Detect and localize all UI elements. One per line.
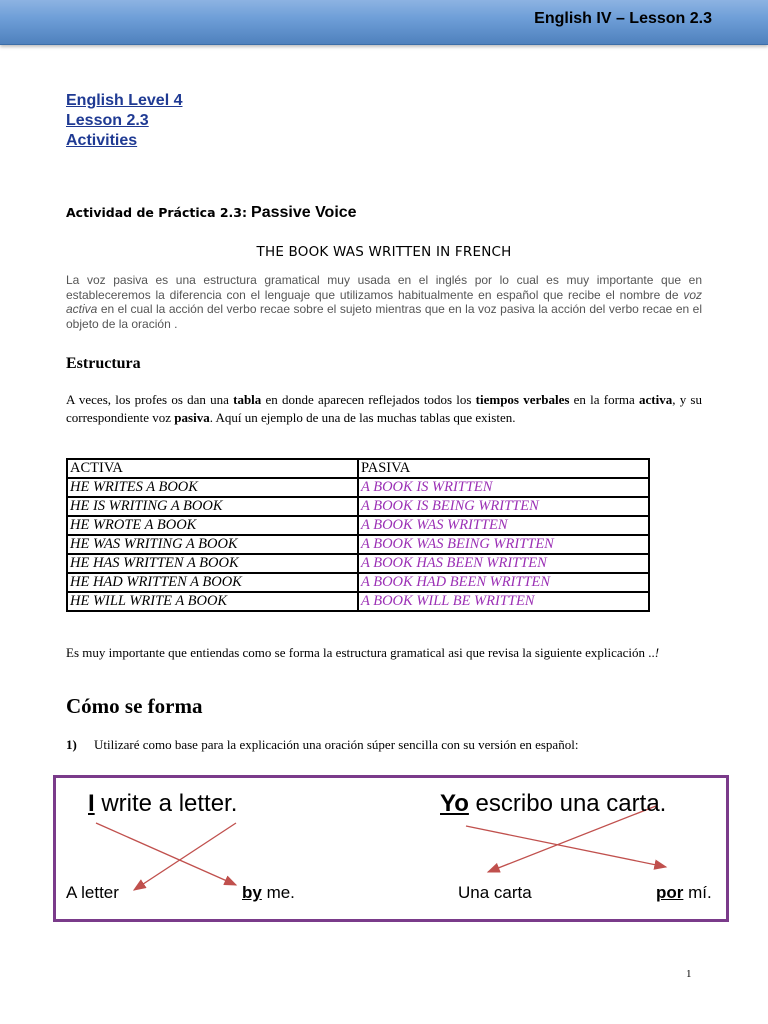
spanish-por: por xyxy=(656,883,684,902)
active-cell: HE HAD WRITTEN A BOOK xyxy=(67,573,358,592)
passive-cell: A BOOK HAS BEEN WRITTEN xyxy=(358,554,649,573)
activity-topic: Passive Voice xyxy=(251,204,357,221)
activity-label: Actividad de Práctica 2.3: xyxy=(66,205,248,220)
activities-link[interactable]: Activities xyxy=(66,132,138,149)
table-header-row xyxy=(67,459,649,478)
intro-paragraph xyxy=(66,273,702,331)
important-paragraph xyxy=(66,645,702,662)
section-heading-como: Cómo se forma xyxy=(66,694,203,718)
estructura-text-2: en donde aparecen reflejados todos los xyxy=(261,392,476,407)
table-row xyxy=(67,497,649,516)
english-subject: I xyxy=(88,790,95,817)
active-cell: HE WRITES A BOOK xyxy=(67,478,358,497)
step-number: 1) xyxy=(66,737,77,752)
arrow-sujeto-a-agente xyxy=(466,826,666,867)
english-predicate: write a letter. xyxy=(94,790,238,817)
passive-cell: A BOOK IS BEING WRITTEN xyxy=(358,497,649,516)
step-text: Utilizaré como base para la explicación una oración súper sencilla con su versión en español: xyxy=(94,737,579,752)
active-cell: HE WAS WRITING A BOOK xyxy=(67,535,358,554)
subtitle: THE BOOK WAS WRITTEN IN FRENCH xyxy=(256,244,512,260)
estructura-paragraph xyxy=(66,391,702,427)
activity-heading xyxy=(66,204,357,222)
spanish-object: Una carta xyxy=(458,883,532,902)
english-object: A letter xyxy=(66,883,119,902)
arrow-object-to-subject xyxy=(134,823,236,890)
estructura-text-3: en la forma xyxy=(569,392,640,407)
example-diagram xyxy=(53,775,729,922)
header-title: English IV – Lesson 2.3 xyxy=(534,10,712,27)
header-activa: ACTIVA xyxy=(67,459,358,478)
voice-table xyxy=(66,458,650,612)
spanish-agent xyxy=(656,883,712,903)
active-cell: HE WILL WRITE A BOOK xyxy=(67,592,358,611)
english-me: me. xyxy=(261,883,295,902)
passive-cell: A BOOK WAS WRITTEN xyxy=(358,516,649,535)
table-row xyxy=(67,516,649,535)
intro-text-2: en el cual la acción del verbo recae sobre el sujeto mientras que en la voz pasiva la acción del verbo recae en el objeto de la oración . xyxy=(66,302,702,331)
estructura-bold-1: tabla xyxy=(233,392,262,407)
english-active-sentence xyxy=(88,790,237,818)
spanish-mi: mí. xyxy=(683,883,712,902)
spanish-active-sentence xyxy=(440,790,666,818)
estructura-text-4: , y su correspondiente voz xyxy=(66,392,702,425)
spanish-subject: Yo xyxy=(440,790,469,817)
estructura-bold-2: tiempos verbales xyxy=(475,392,570,407)
estructura-text-5: . Aquí un ejemplo de una de las muchas tablas que existen. xyxy=(209,410,516,425)
table-row xyxy=(67,478,649,497)
intro-emphasis: voz activa xyxy=(66,287,702,316)
important-exclamation: ! xyxy=(654,645,660,660)
active-cell: HE HAS WRITTEN A BOOK xyxy=(67,554,358,573)
passive-cell: A BOOK WILL BE WRITTEN xyxy=(358,592,649,611)
section-heading-estructura: Estructura xyxy=(66,355,141,372)
table-row xyxy=(67,592,649,611)
course-level-link[interactable]: English Level 4 xyxy=(66,92,183,109)
active-cell: HE WROTE A BOOK xyxy=(67,516,358,535)
passive-cell: A BOOK WAS BEING WRITTEN xyxy=(358,535,649,554)
estructura-bold-3: activa xyxy=(639,392,673,407)
table-row xyxy=(67,535,649,554)
estructura-text-1: A veces, los profes os dan una xyxy=(66,392,234,407)
arrow-subject-to-agent xyxy=(96,823,236,885)
header-bar xyxy=(0,0,768,45)
estructura-bold-4: pasiva xyxy=(174,410,210,425)
lesson-link[interactable]: Lesson 2.3 xyxy=(66,112,149,129)
spanish-predicate: escribo una carta. xyxy=(468,790,667,817)
header-pasiva: PASIVA xyxy=(358,459,649,478)
table-row xyxy=(67,573,649,592)
active-cell: HE IS WRITING A BOOK xyxy=(67,497,358,516)
passive-cell: A BOOK IS WRITTEN xyxy=(358,478,649,497)
important-text: Es muy importante que entiendas como se forma la estructura gramatical asi que revisa la siguiente explicación .. xyxy=(66,645,655,660)
english-agent xyxy=(242,883,295,903)
passive-cell: A BOOK HAD BEEN WRITTEN xyxy=(358,573,649,592)
step-1 xyxy=(66,737,578,753)
page-number: 1 xyxy=(686,968,692,980)
table-row xyxy=(67,554,649,573)
english-by: by xyxy=(242,883,262,902)
intro-text-1: La voz pasiva es una estructura gramatical muy usada en el inglés por lo cual es muy importante que en estableceremos la diferencia con el lenguaje que utilizamos habitualmente en español que recibe el nombre de xyxy=(66,273,702,302)
